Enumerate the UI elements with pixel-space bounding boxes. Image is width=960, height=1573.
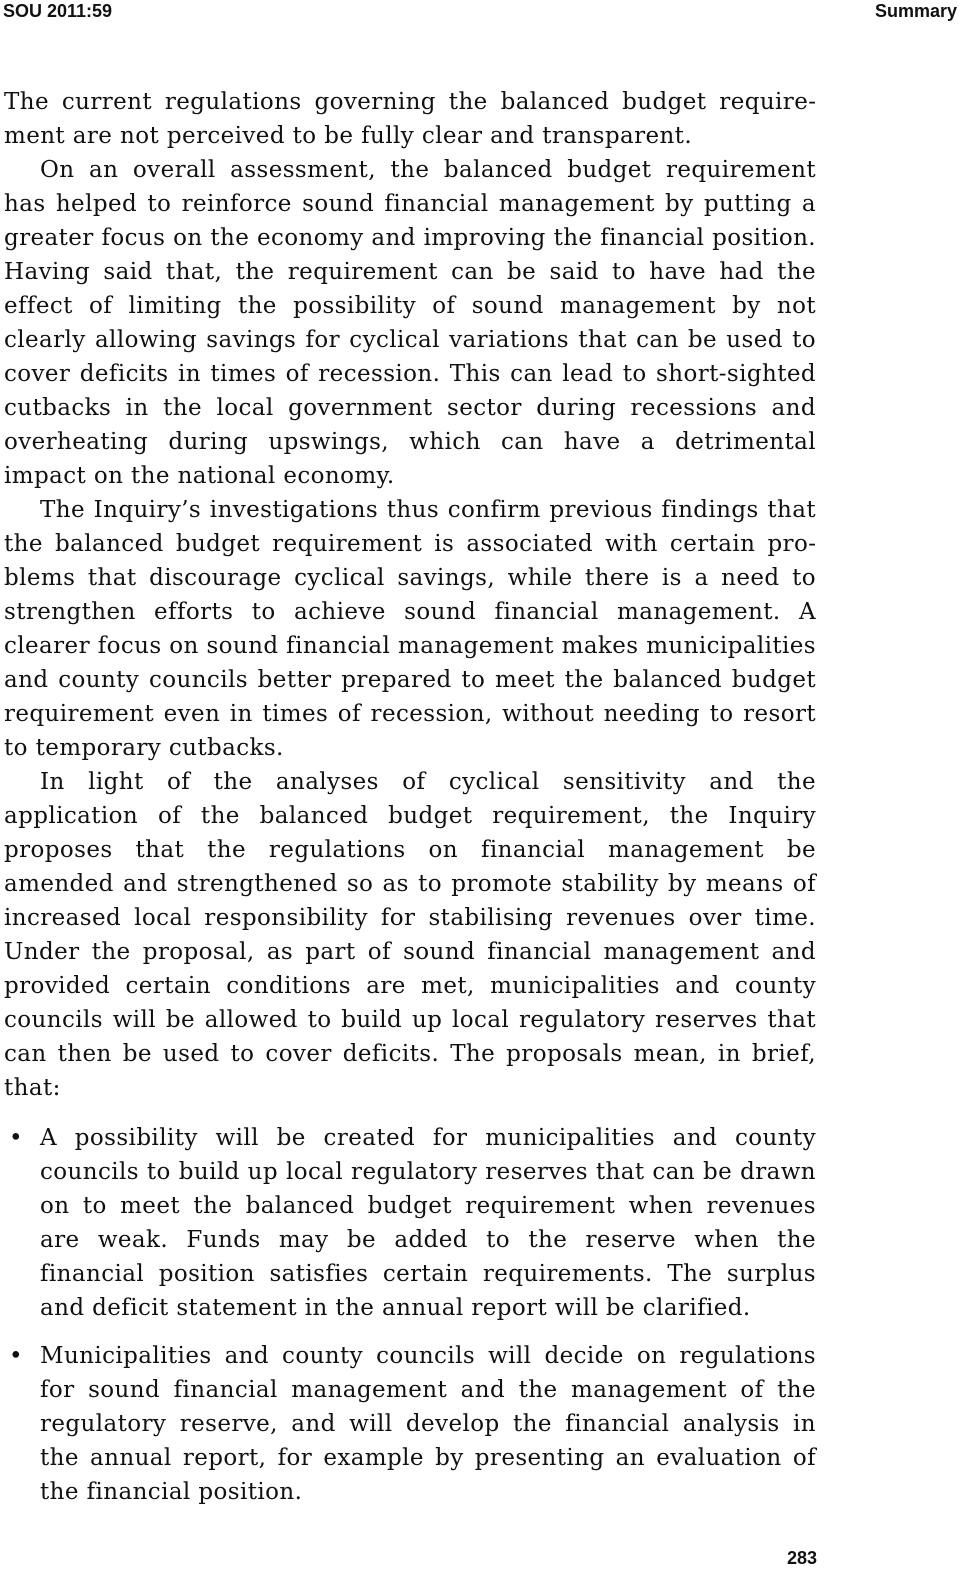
- proposal-list: [4, 1121, 816, 1509]
- page-number: 283: [786, 1548, 817, 1568]
- list-item: [4, 1121, 816, 1325]
- body-text: [4, 85, 816, 1523]
- running-header: [0, 0, 960, 24]
- paragraph-2: On an overall assessment, the balanced budget requirement has helped to reinforce sound financial management by putting a greater focus on the economy and improving the financial position. Having said that, the requirement can be said to have had the effect of limiting the possibility of sound management by not clearly allowing savings for cyclical variations that can be used to cover deficits in times of recession. This can lead to short-sighted cutbacks in the local government sector during recessions and overheating during upswings, which can have a detrimental impact on the national economy.: [4, 157, 816, 489]
- list-item-text: Municipalities and county councils will decide on regulations for sound financial management and the management of the regulatory reserve, and will develop the financial analysis in the annual report, for example by presenting an evaluation of the financial position.: [40, 1343, 816, 1505]
- bullet-icon: •: [9, 1125, 23, 1151]
- paragraph-1: The current regulations governing the balanced budget requirement are not perceived to be fully clear and transparent.: [4, 89, 816, 149]
- bullet-icon: •: [9, 1343, 23, 1369]
- paragraph-3: The Inquiry’s investigations thus confirm previous findings that the balanced budget requirement is associated with certain problems that discourage cyclical savings, while there is a need to strengthen efforts to achieve sound financial management. A clearer focus on sound financial management makes municipalities and county councils better prepared to meet the balanced budget requirement even in times of recession, without needing to resort to temporary cutbacks.: [4, 497, 816, 761]
- section-title: Summary: [874, 1, 957, 21]
- document-reference: SOU 2011:59: [3, 1, 113, 21]
- paragraph-4: In light of the analyses of cyclical sensitivity and the application of the balanced budget requirement, the Inquiry proposes that the regulations on financial management be amended and strengthened so as to promote stability by means of increased local responsibility for stabilising revenues over time. Under the proposal, as part of sound financial management and provided certain conditions are met, municipalities and county councils will be allowed to build up local regulatory reserves that can then be used to cover deficits. The proposals mean, in brief, that:: [4, 769, 816, 1101]
- list-item-text: A possibility will be created for municipalities and county councils to build up local regulatory reserves that can be drawn on to meet the balanced budget requirement when revenues are weak. Funds may be added to the reserve when the financial position satisfies certain requirements. The surplus and deficit statement in the annual report will be clarified.: [40, 1125, 816, 1321]
- list-item: [4, 1339, 816, 1509]
